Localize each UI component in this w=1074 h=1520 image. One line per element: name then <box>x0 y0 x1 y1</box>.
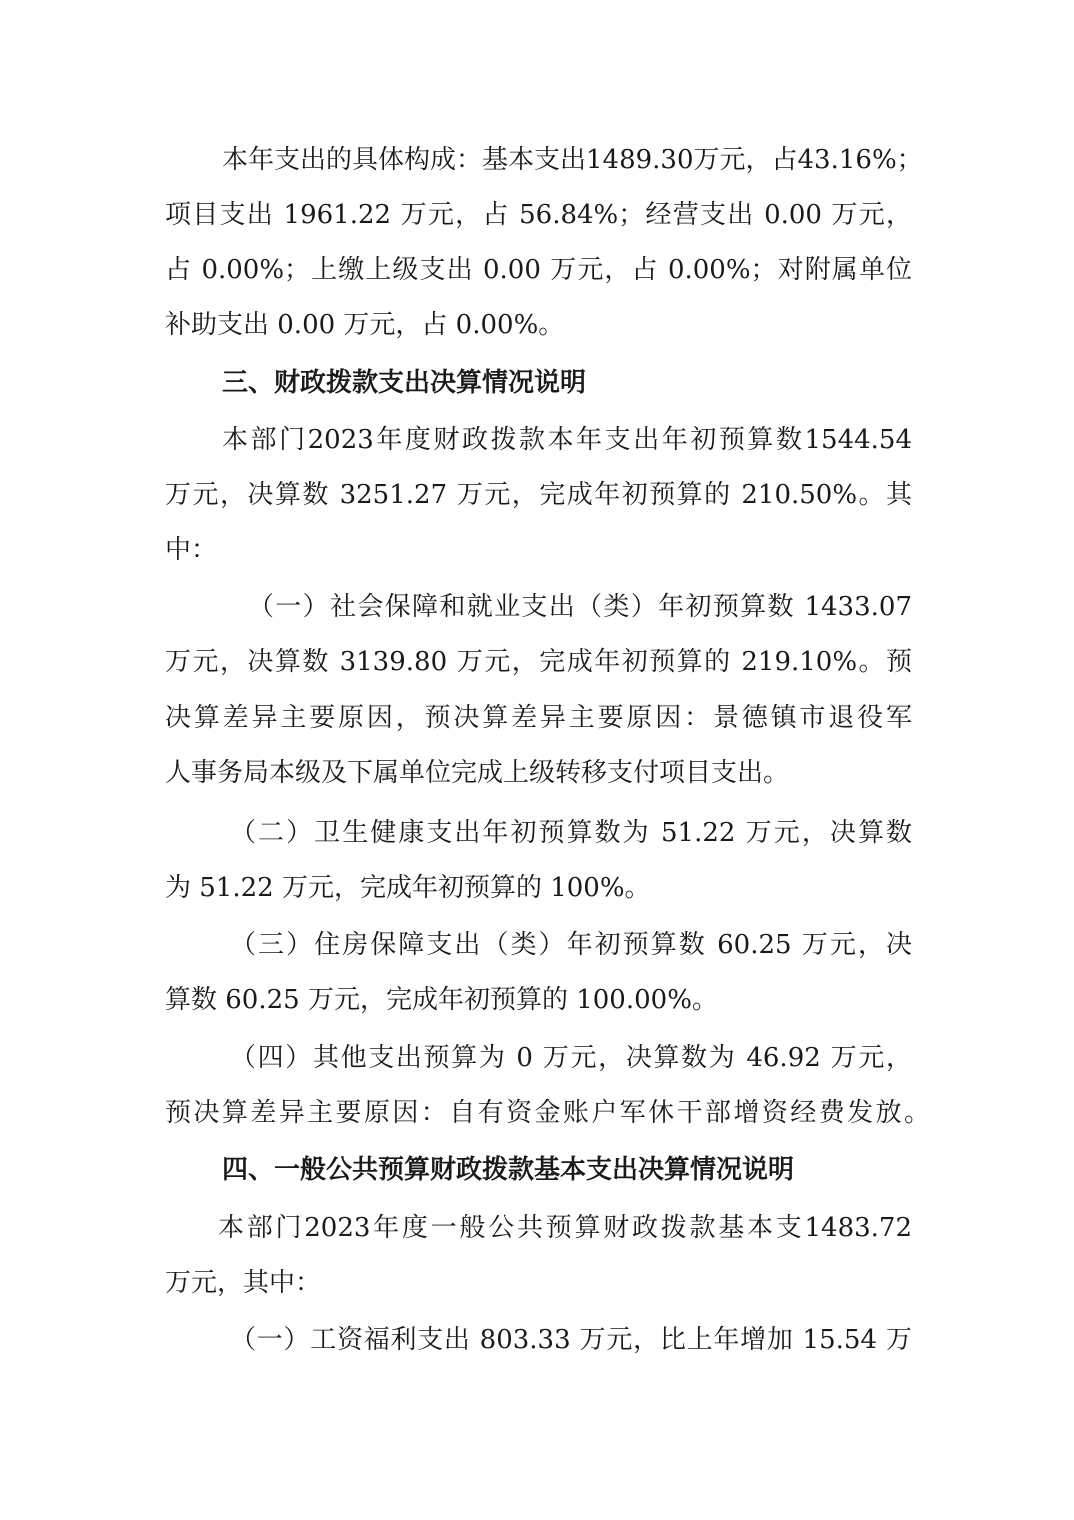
paragraph-line: 决算差异主要原因，预决算差异主要原因：景德镇市退役军 <box>165 703 912 733</box>
section-heading: 三、财政拨款支出决算情况说明 <box>222 368 587 398</box>
paragraph-line: 中： <box>165 535 218 565</box>
paragraph-line: （四）其他支出预算为 0 万元，决算数为 46.92 万元， <box>230 1043 912 1073</box>
paragraph-line: 补助支出 0.00 万元，占 0.00%。 <box>165 310 565 340</box>
paragraph-line: 算数 60.25 万元，完成年初预算的 100.00%。 <box>165 985 718 1015</box>
paragraph-line: 本年支出的具体构成：基本支出1489.30万元，占43.16%； <box>222 145 923 175</box>
paragraph-line: 占 0.00%；上缴上级支出 0.00 万元，占 0.00%；对附属单位 <box>165 255 912 285</box>
paragraph-line: 人事务局本级及下属单位完成上级转移支付项目支出。 <box>165 758 790 788</box>
paragraph-line: （一）社会保障和就业支出（类）年初预算数 1433.07 <box>248 592 912 622</box>
paragraph-line: 本部门2023年度一般公共预算财政拨款基本支1483.72 <box>218 1213 912 1243</box>
section-heading: 四、一般公共预算财政拨款基本支出决算情况说明 <box>222 1155 795 1185</box>
paragraph-line: （一）工资福利支出 803.33 万元，比上年增加 15.54 万 <box>230 1325 912 1355</box>
paragraph-line: （三）住房保障支出（类）年初预算数 60.25 万元，决 <box>230 930 912 960</box>
paragraph-line: 本部门2023年度财政拨款本年支出年初预算数1544.54 <box>222 425 912 455</box>
paragraph-line: （二）卫生健康支出年初预算数为 51.22 万元，决算数 <box>230 818 912 848</box>
paragraph-line: 万元，决算数 3139.80 万元，完成年初预算的 219.10%。预 <box>165 647 912 677</box>
paragraph-line: 万元，其中： <box>165 1268 322 1298</box>
paragraph-line: 预决算差异主要原因：自有资金账户军休干部增资经费发放。 <box>165 1098 930 1128</box>
paragraph-line: 项目支出 1961.22 万元，占 56.84%；经营支出 0.00 万元， <box>165 200 912 230</box>
paragraph-line: 为 51.22 万元，完成年初预算的 100%。 <box>165 873 651 903</box>
paragraph-line: 万元，决算数 3251.27 万元，完成年初预算的 210.50%。其 <box>165 480 912 510</box>
